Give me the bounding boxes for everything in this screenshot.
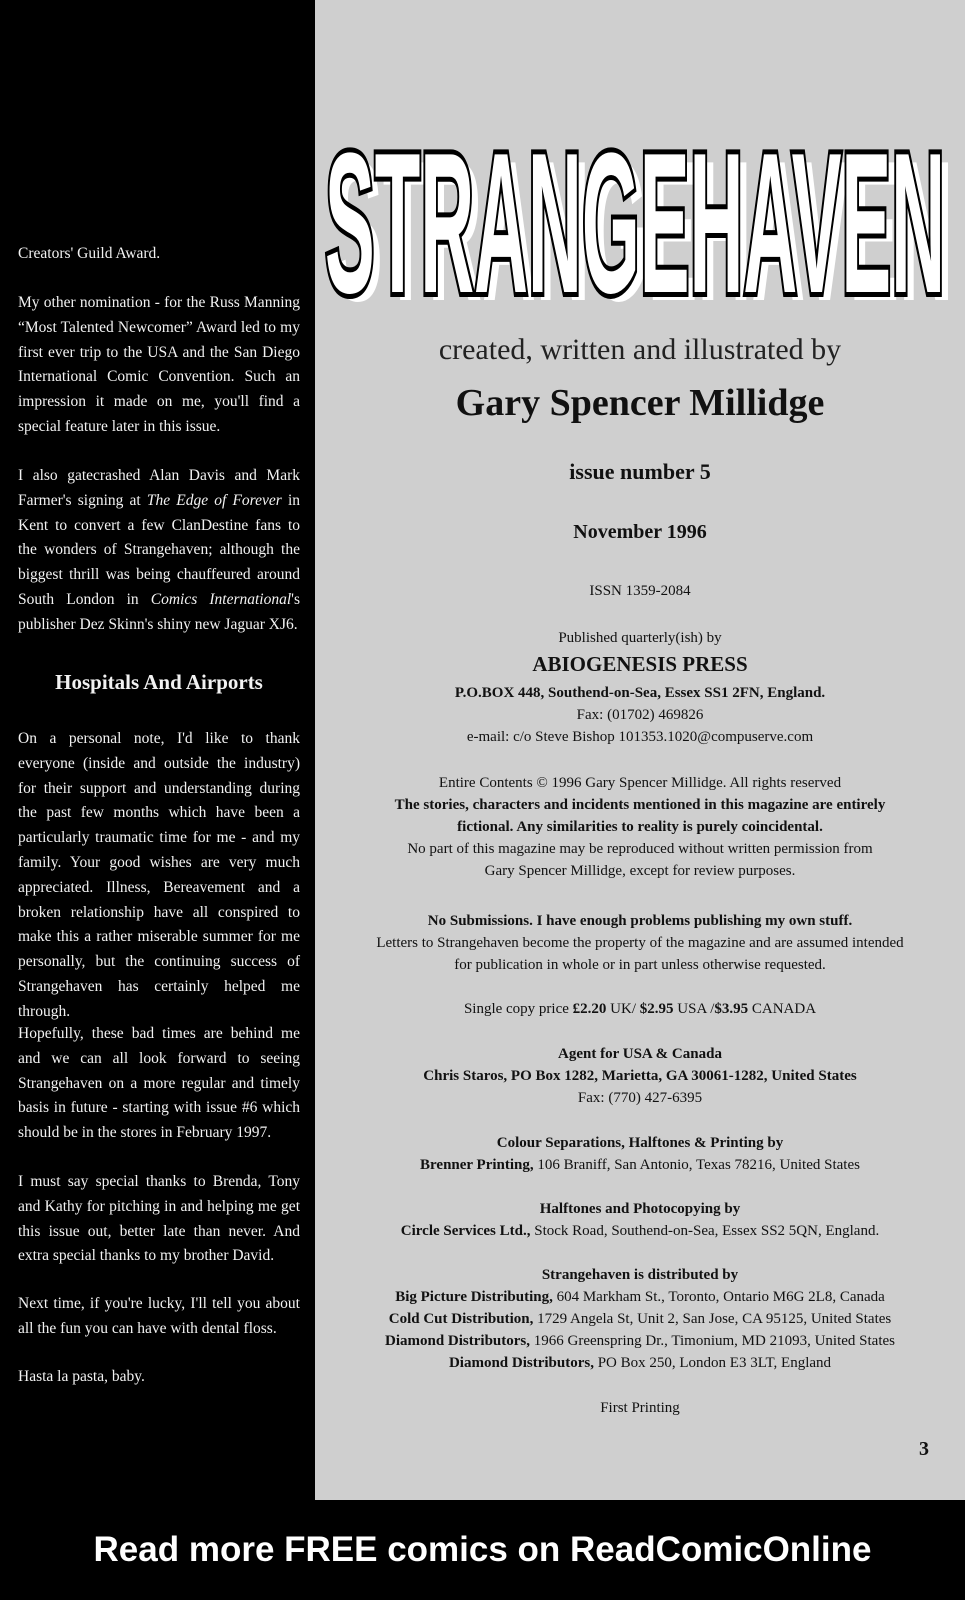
distributor-line: Diamond Distributors, 1966 Greenspring Dr., Timonium, MD 21093, United States [384,1333,896,1349]
editorial-paragraph: I must say special thanks to Brenda, Tony and Kathy for pitching in and helping me get this issue out, better late than never. And extra special thanks to my brother David. [18,1173,300,1265]
editorial-paragraph: Next time, if you're lucky, I'll tell you about all the fun you can have with dental floss. [18,1295,300,1337]
printing-note: First Printing [600,1400,680,1416]
promo-banner[interactable]: Read more FREE comics on ReadComicOnline [0,1500,965,1600]
distributor-line: Big Picture Distributing, 604 Markham St., Toronto, Ontario M6G 2L8, Canada [395,1289,885,1305]
publisher-email: e-mail: c/o Steve Bishop 101353.1020@compuserve.com [466,729,814,745]
halftones-heading: Halftones and Photocopying by [539,1201,741,1217]
submissions-notice: No Submissions. I have enough problems publishing my own stuff. [427,913,853,929]
agent-fax: Fax: (770) 427-6395 [577,1090,703,1106]
distributor-line: Diamond Distributors, PO Box 250, London E3 3LT, England [448,1355,832,1371]
printer-line: Brenner Printing, 106 Braniff, San Antonio, Texas 78216, United States [420,1157,860,1173]
credits-panel [315,0,965,1500]
strangehaven-logo [315,40,965,320]
agent-heading: Agent for USA & Canada [558,1046,722,1062]
issue-number: issue number 5 [569,459,711,484]
letters-notice: for publication in whole or in part unless otherwise requested. [454,957,826,973]
distributors-heading: Strangehaven is distributed by [541,1267,739,1283]
letters-notice: Letters to Strangehaven become the property of the magazine and are assumed intended [376,935,904,951]
price-line: Single copy price £2.20 UK/ $2.95 USA /$3.95 CANADA [463,1001,817,1017]
editorial-paragraph: Hasta la pasta, baby. [18,1368,145,1385]
editorial-column [0,0,315,1500]
editorial-paragraph: Creators' Guild Award. [18,245,161,262]
halftones-line: Circle Services Ltd., Stock Road, Southend-on-Sea, Essex SS2 5QN, England. [400,1223,880,1239]
issn: ISSN 1359-2084 [589,583,691,599]
author-name: Gary Spencer Millidge [455,382,825,424]
fiction-notice: The stories, characters and incidents mentioned in this magazine are entirely [394,797,886,813]
publisher-address: P.O.BOX 448, Southend-on-Sea, Essex SS1 2FN, England. [454,685,826,701]
agent-address: Chris Staros, PO Box 1282, Marietta, GA 30061-1282, United States [423,1068,857,1084]
fiction-notice: fictional. Any similarities to reality is purely coincidental. [457,819,823,835]
editorial-paragraph: Hopefully, these bad times are behind me and we can all look forward to seeing Strangehaven on a more regular and timely basis in future - starting with issue #6 which should be in the stores in February 1997. [18,1025,300,1142]
credits-line: created, written and illustrated by [438,333,842,366]
section-heading: Hospitals And Airports [55,670,263,694]
publisher-fax: Fax: (01702) 469826 [576,707,704,723]
email-link[interactable]: 101353.1020@compuserve.com [618,729,814,745]
page-number: 3 [919,1438,929,1460]
svg-text:STRANGEHAVEN: STRANGEHAVEN [333,120,953,320]
reproduction-notice: No part of this magazine may be reproduced without written permission from [407,841,873,857]
svg-text:STRANGEHAVEN: STRANGEHAVEN [325,112,945,320]
publisher-label: Published quarterly(ish) by [558,630,722,646]
editorial-paragraph: I also gatecrashed Alan Davis and Mark Farmer's signing at The Edge of Forever in Kent to convert a few ClanDestine fans to the wonders of Strangehaven; although the biggest thrill was being chauffeured around South London in Comics International's publisher Dez Skinn's shiny new Jaguar XJ6. [18,467,300,633]
issue-date: November 1996 [573,521,707,543]
editorial-paragraph: On a personal note, I'd like to thank everyone (inside and outside the industry) for their support and understanding during the past few months which have been a particularly traumatic time for me - and my family. Your good wishes are very much appreciated. Illness, Bereavement and a broken relationship have all conspired to make this a rather miserable summer for me personally, but the continuing success of Strangehaven has certainly helped me through. [18,730,300,1020]
distributor-line: Cold Cut Distribution, 1729 Angela St, Unit 2, San Jose, CA 95125, United States [388,1311,892,1327]
printer-heading: Colour Separations, Halftones & Printing by [496,1135,784,1151]
copyright-notice: Entire Contents © 1996 Gary Spencer Millidge. All rights reserved [438,775,842,791]
publisher-name: ABIOGENESIS PRESS [532,652,748,676]
editorial-paragraph: My other nomination - for the Russ Manning “Most Talented Newcomer” Award led to my first ever trip to the USA and the San Diego International Comic Convention. Such an impression it made on me, you'll find a special feature later in this issue. [18,294,300,435]
reproduction-notice: Gary Spencer Millidge, except for review purposes. [484,863,796,879]
